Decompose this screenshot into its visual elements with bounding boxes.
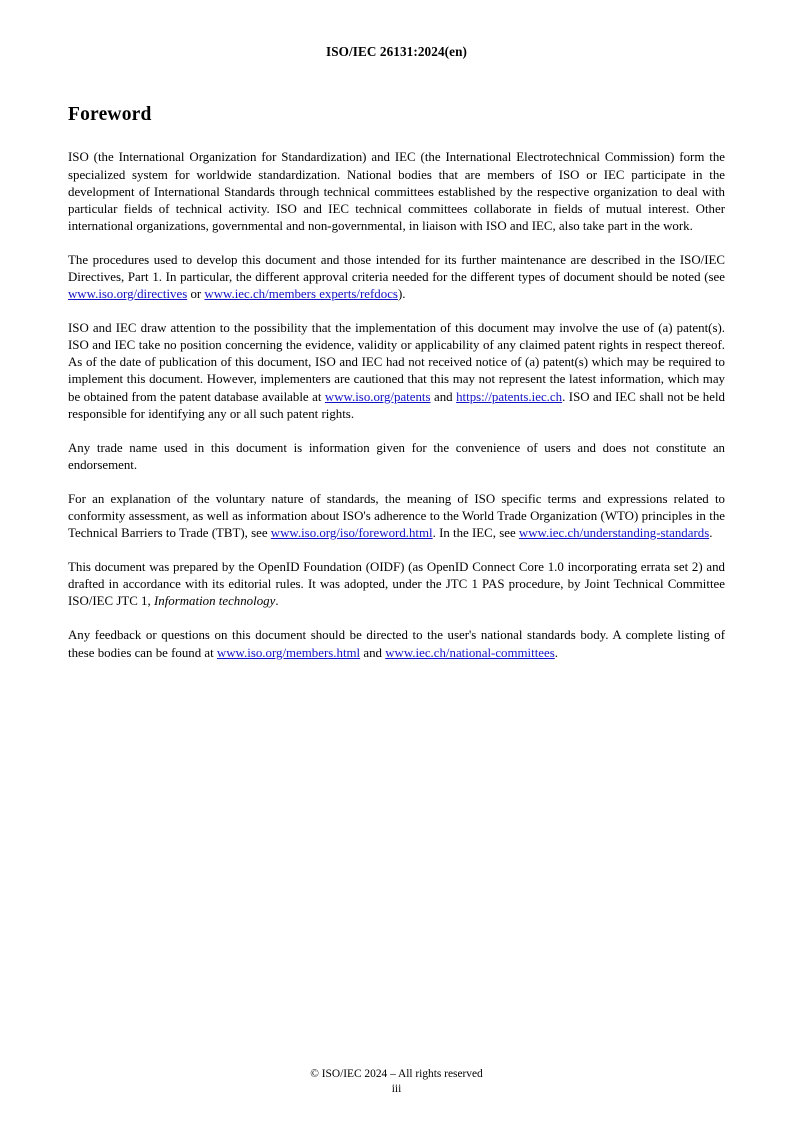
paragraph-text-part: ISO and IEC draw attention to the possibility that the implementation of this document may involve the use of (a) patent(s). ISO and IEC take no position concerning the evidence, validity or applicability of any claimed patent rights in respect thereof. As of the date of publication of this document, ISO and IEC had not received notice of (a) patent(s) which may be required to implement this document. However, implementers are cautioned that this may not represent the latest information, which may be obtained from the patent database available at <box>68 321 725 404</box>
paragraph-text-part: and <box>430 389 457 404</box>
paragraph-text-part: ). <box>397 287 406 302</box>
paragraph-trade-name <box>68 440 725 474</box>
paragraph-patent-rights <box>68 320 725 423</box>
page-content <box>68 104 725 662</box>
link-iec-refdocs[interactable]: www.iec.ch/members experts/refdocs <box>204 287 398 302</box>
link-iec-understanding-standards[interactable]: www.iec.ch/understanding-standards <box>518 526 710 541</box>
paragraph-scope-of-iso-iec <box>68 149 725 234</box>
paragraph-text-part: Any feedback or questions on this document should be directed to the user's national standards body. A complete listing of these bodies can be found at <box>68 628 725 660</box>
paragraph-text-part: This document was prepared by the OpenID Foundation (OIDF) (as OpenID Connect Core 1.0 incorporating errata set 2) and drafted in accordance with its editorial rules. It was adopted, under the JTC 1 PAS procedure, by Joint Technical Committee ISO/IEC JTC 1, <box>68 560 725 609</box>
paragraph-text-part: . ISO and IEC shall not be held responsible for identifying any or all such patent rights. <box>68 389 725 421</box>
paragraph-text-part: . In the IEC, see <box>432 526 519 541</box>
paragraph-voluntary-nature <box>68 491 725 542</box>
paragraph-text-part: or <box>187 287 205 302</box>
paragraph-text-part: . <box>554 645 558 660</box>
running-header-title: ISO/IEC 26131:2024(en) <box>325 44 468 59</box>
paragraph-text: Any trade name used in this document is information given for the convenience of users and does not constitute an endorsement. <box>68 440 725 472</box>
footer-page-number: iii <box>391 1083 402 1095</box>
paragraph-text: ISO (the International Organization for Standardization) and IEC (the International Electrotechnical Commission) form the specialized system for worldwide standardization. National bodies that are members of ISO or IEC participate in the development of International Standards through technical committees established by the respective organization to deal with particular fields of technical activity. ISO and IEC technical committees collaborate in fields of mutual interest. Other international organizations, governmental and non-governmental, in liaison with ISO and IEC, also take part in the work. <box>68 150 725 233</box>
link-iso-directives[interactable]: www.iso.org/directives <box>68 287 188 302</box>
link-iec-national-committees[interactable]: www.iec.ch/national-committees <box>385 645 555 660</box>
footer-copyright: © ISO/IEC 2024 – All rights reserved <box>310 1068 483 1080</box>
paragraph-text-part: . <box>275 594 279 609</box>
paragraph-text-part: . <box>709 526 713 541</box>
paragraph-text-part: The procedures used to develop this document and those intended for its further maintenance are described in the ISO/IEC Directives, Part 1. In particular, the different approval criteria needed for the different types of document should be noted (see <box>68 252 725 284</box>
committee-title-italic: Information technology <box>153 594 276 609</box>
paragraph-document-origin <box>68 559 725 610</box>
paragraph-directives <box>68 252 725 303</box>
paragraph-feedback <box>68 627 725 661</box>
link-iso-patents[interactable]: www.iso.org/patents <box>324 389 431 404</box>
paragraph-text-part: and <box>360 645 386 660</box>
link-iso-members[interactable]: www.iso.org/members.html <box>216 645 361 660</box>
link-iso-foreword[interactable]: www.iso.org/iso/foreword.html <box>270 526 433 541</box>
paragraph-text-part: For an explanation of the voluntary nature of standards, the meaning of ISO specific terms and expressions related to conformity assessment, as well as information about ISO's adherence to the World Trade Organization (WTO) principles in the Technical Barriers to Trade (TBT), see <box>68 491 725 541</box>
section-heading-foreword: Foreword <box>68 104 152 125</box>
link-iec-patents[interactable]: https://patents.iec.ch <box>456 389 563 404</box>
